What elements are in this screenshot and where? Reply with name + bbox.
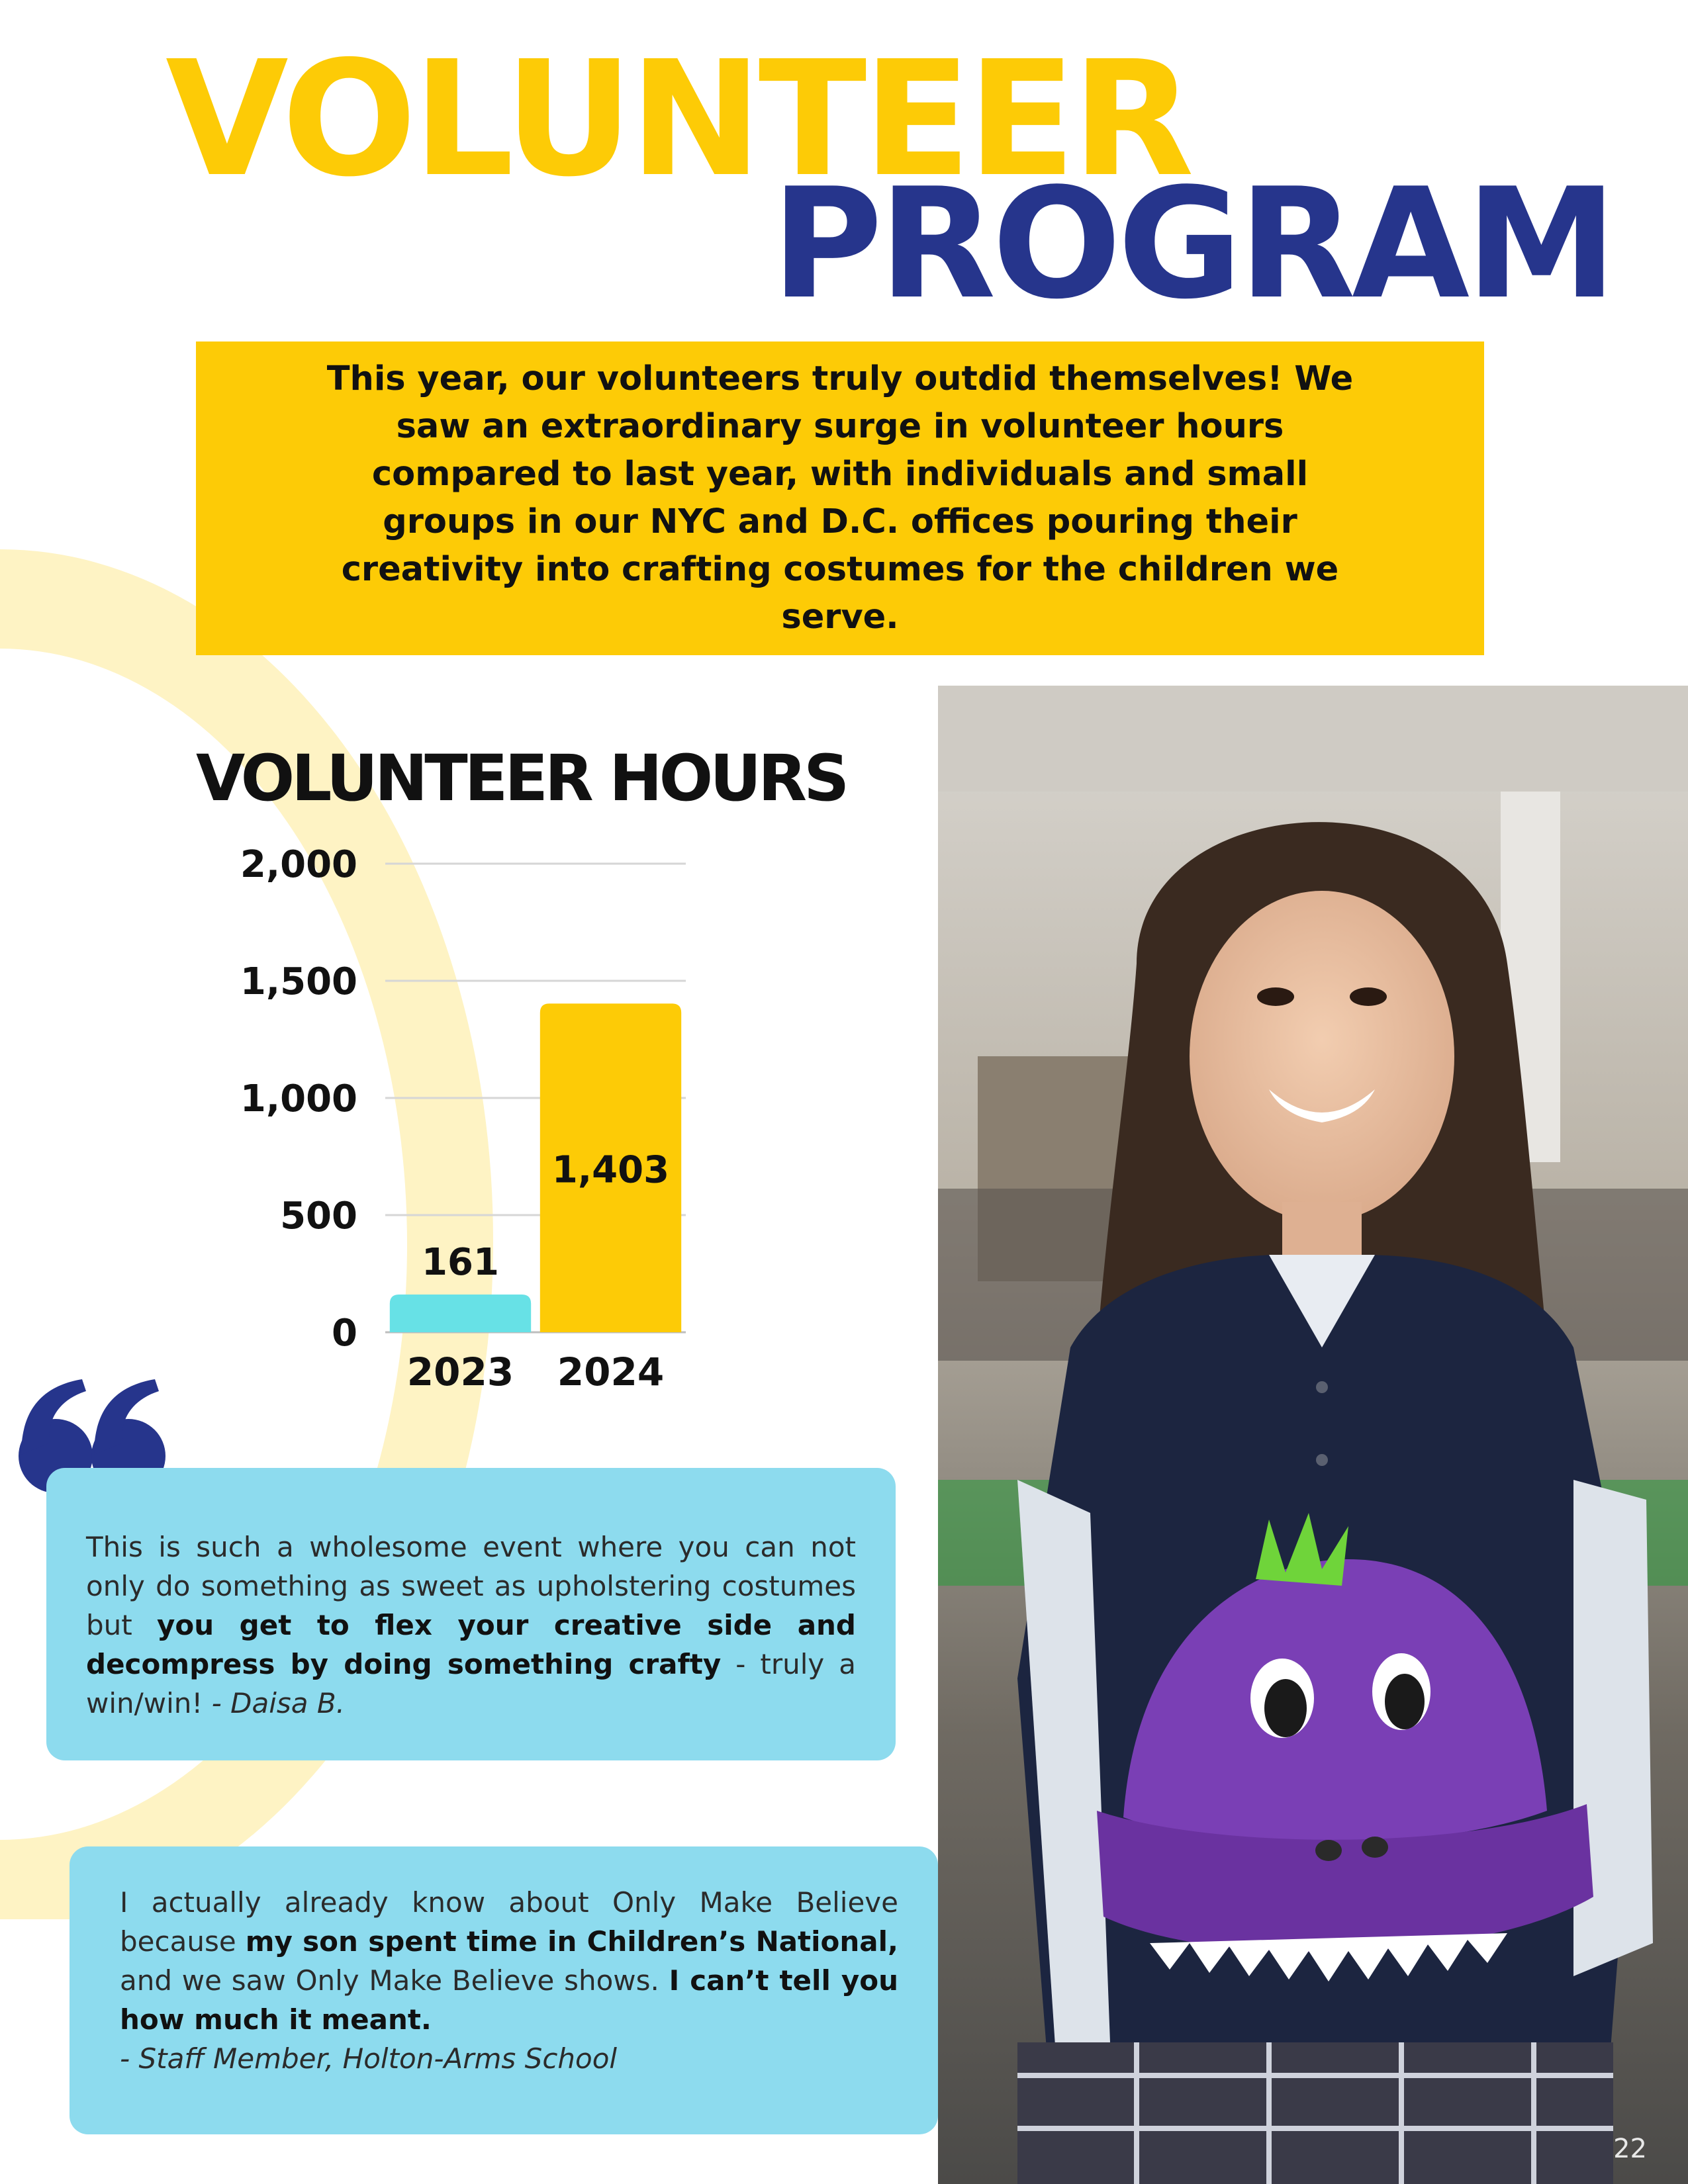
intro-text: This year, our volunteers truly outdid themselves! We saw an extraordinary surge in volunteer hours compared to last year, with individuals and small groups in our NYC and D.C. offices pouring their creativity into crafting costumes for the children we serve. — [326, 359, 1354, 637]
x-tick-label-2023: 2023 — [406, 1349, 514, 1394]
volunteer-hours-chart — [199, 824, 702, 1400]
quote-2-text: I actually already know about Only Make Believe because — [120, 1886, 898, 1958]
quote-box-staff — [70, 1846, 938, 2134]
quote-1-attribution: - Daisa B. — [211, 1687, 346, 1719]
quote-2-attribution: - Staff Member, Holton-Arms School — [120, 2042, 618, 2075]
x-tick-label-2024: 2024 — [557, 1349, 665, 1394]
quote-1-emphasis: you get to flex your creative side and decompress by doing something crafty — [86, 1609, 856, 1680]
quote-text-staff — [120, 1883, 898, 2078]
chart-title: VOLUNTEER HOURS — [196, 741, 847, 815]
quote-1-text: This is such a wholesome event where you can not only do something as sweet as upholstering costumes but — [86, 1531, 856, 1641]
quote-2-emphasis: my son spent time in Children’s National, — [245, 1925, 898, 1958]
quote-2-text-mid: and we saw Only Make Believe shows. — [120, 1964, 669, 1997]
bar-2023 — [390, 1295, 531, 1332]
y-tick-label: 1,500 — [240, 960, 357, 1003]
y-tick-label: 1,000 — [240, 1077, 357, 1120]
y-tick-label: 0 — [332, 1312, 357, 1355]
quote-text-daisa — [86, 1527, 856, 1723]
quote-2-emphasis-2: I can’t tell you how much it meant. — [120, 1964, 898, 2036]
title-program: PROGRAM — [771, 156, 1613, 333]
y-tick-label: 2,000 — [240, 843, 357, 886]
volunteer-photo — [938, 686, 1688, 2184]
page-number: 22 — [1613, 2134, 1647, 2164]
quote-1-text-end: - truly a win/win! — [86, 1648, 857, 1719]
data-label-2023: 161 — [422, 1241, 499, 1285]
title-volunteer: VOLUNTEER — [165, 26, 1191, 212]
y-tick-label: 500 — [280, 1195, 357, 1238]
data-label-2024: 1,403 — [551, 1148, 670, 1192]
intro-box — [196, 341, 1484, 655]
quote-box-daisa — [46, 1468, 896, 1760]
